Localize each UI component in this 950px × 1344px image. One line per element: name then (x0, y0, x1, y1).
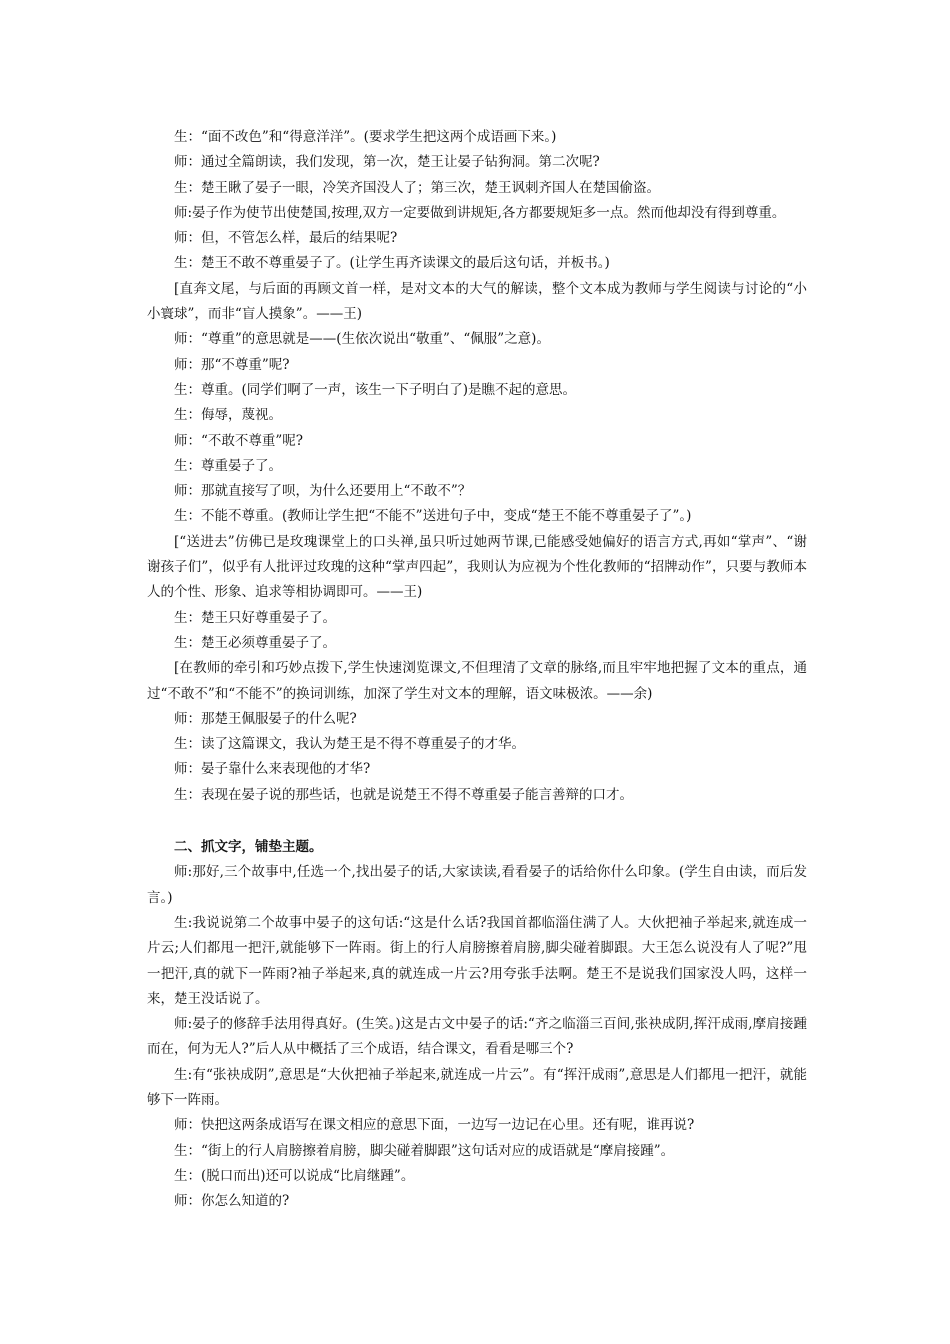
paragraph: 师:晏子的修辞手法用得真好。(生笑。)这是古文中晏子的话:“齐之临淄三百间,张袂成阴,挥汗成雨,摩肩接踵而在，何为无人?”后人从中概括了三个成语，结合课文，看看是哪三个? (147, 1016, 807, 1058)
paragraph: 生:有“张袂成阴”,意思是“大伙把袖子举起来,就连成一片云”。有“挥汗成雨”,意思是人们都甩一把汗，就能够下一阵雨。 (147, 1066, 807, 1108)
paragraph: 师：晏子靠什么来表现他的才华? (174, 761, 371, 778)
commentary-paragraph: [在教师的牵引和巧妙点拨下,学生快速浏览课文,不但理清了文章的脉络,而且牢牢地把握了文本的重点，通过“不敢不”和“不能不”的换词训练，加深了学生对文本的理解，语文味极浓。——余) (147, 660, 807, 702)
paragraph: 师：快把这两条成语写在课文相应的意思下面，一边写一边记在心里。还有呢，谁再说? (174, 1117, 695, 1134)
paragraph: 生：楚王不敢不尊重晏子了。(让学生再齐读课文的最后这句话，并板书。) (174, 255, 610, 272)
paragraph: 生：楚王必须尊重晏子了。 (174, 634, 336, 651)
paragraph: 生：尊重。(同学们啊了一声，该生一下子明白了)是瞧不起的意思。 (174, 381, 577, 398)
paragraph: 生：读了这篇课文，我认为楚王是不得不尊重晏子的才华。 (174, 736, 525, 753)
section-heading: 二、抓文字，铺垫主题。 (174, 839, 323, 856)
paragraph: 师：“尊重”的意思就是——(生依次说出“敬重”、“佩服”之意)。 (174, 331, 550, 348)
paragraph: 生：不能不尊重。(教师让学生把“不能不”送进句子中，变成“楚王不能不尊重晏子了”。) (174, 508, 692, 525)
paragraph: 生：表现在晏子说的那些话，也就是说楚王不得不尊重晏子能言善辩的口才。 (174, 786, 633, 803)
commentary-paragraph: [“送进去”仿佛已是玫瑰课堂上的口头禅,虽只听过她两节课,已能感受她偏好的语言方式,再如“掌声”、“谢谢孩子们”，似乎有人批评过玫瑰的这种“掌声四起”，我则认为应视为个性化教师的“招牌动作”，只要与教师本人的个性、形象、追求等相协调即可。——王) (147, 533, 807, 601)
commentary-paragraph: [直奔文尾，与后面的再顾文首一样，是对文本的大气的解读，整个文本成为教师与学生阅读与讨论的“小小寰球”，而非“盲人摸象”。——王) (147, 280, 807, 323)
paragraph: 师:晏子作为使节出使楚国,按理,双方一定要做到讲规矩,各方都要规矩多一点。然而他却没有得到尊重。 (174, 204, 786, 221)
paragraph: 生：“面不改色”和“得意洋洋”。(要求学生把这两个成语画下来。) (174, 129, 557, 145)
paragraph: 师：你怎么知道的? (174, 1193, 290, 1210)
paragraph: 生:我说说第二个故事中晏子的这句话:“这是什么话?我国首都临淄住满了人。大伙把袖子举起来,就连成一片云;人们都甩一把汗,就能够下一阵雨。街上的行人肩膀擦着肩膀,脚尖碰着脚跟。大王怎么说没有人了呢?”甩一把汗,真的就下一阵雨?袖子举起来,真的就连成一片云?用夸张手法啊。楚王不是说我们国家没人吗，这样一来，楚王没话说了。 (147, 914, 807, 1007)
paragraph: 师：那楚王佩服晏子的什么呢? (174, 710, 357, 727)
paragraph: 生：“街上的行人肩膀擦着肩膀，脚尖碰着脚跟”这句话对应的成语就是“摩肩接踵”。 (174, 1142, 675, 1159)
paragraph: 生：楚王瞅了晏子一眼，冷笑齐国没人了；第三次，楚王讽刺齐国人在楚国偷盗。 (174, 179, 660, 196)
paragraph: 师：但，不管怎么样，最后的结果呢? (174, 230, 398, 247)
paragraph: 师：那就直接写了呗，为什么还要用上“不敢不”？ (174, 483, 472, 500)
paragraph: 生：尊重晏子了。 (174, 457, 282, 474)
paragraph: 生：(脱口而出)还可以说成“比肩继踵”。 (174, 1167, 415, 1184)
paragraph: 生：侮辱，蔑视。 (174, 407, 282, 424)
paragraph: 师：通过全篇朗读，我们发现，第一次，楚王让晏子钻狗洞。第二次呢? (174, 154, 600, 171)
paragraph: 师：“不敢不尊重”呢? (174, 432, 304, 449)
paragraph: 师:那好,三个故事中,任选一个,找出晏子的话,大家读读,看看晏子的话给你什么印象。(学生自由读，而后发言。) (147, 864, 807, 906)
document-body (147, 125, 807, 1214)
paragraph: 师：那“不尊重”呢? (174, 356, 290, 373)
paragraph: 生：楚王只好尊重晏子了。 (174, 609, 336, 626)
